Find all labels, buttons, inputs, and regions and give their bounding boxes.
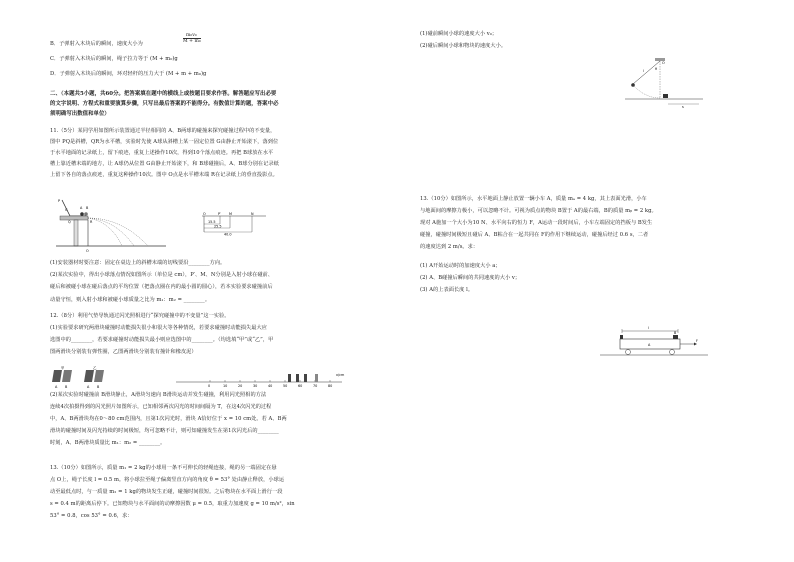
axis-tick-label: 20 (238, 384, 243, 388)
pendulum-theta: θ (655, 67, 658, 71)
q11-part-1: (1)安装器材时要注意：固定在桌边上的斜槽末端的切线要沿________方向。 (50, 260, 226, 266)
q12-line-1: 12.（8分）利用气垫导轨通过闪光照相进行“探究碰撞中的不变量”这一实验。 (50, 313, 230, 319)
option-d: D．子弹射入木块后的瞬间，环对轻杆的压力大于 (M + m + m₀)g (50, 71, 207, 77)
q14-part-3: (3) A的上表面长度 l。 (420, 287, 474, 293)
glider-b-yi: B (97, 385, 100, 389)
q11-landing-ruler-figure (200, 212, 270, 236)
q12-line-3: 选图中的________，若要求碰撞时动能损失最小则应选图中的________。（均选填“甲”或“乙”，甲 (50, 337, 274, 343)
axis-tick-label: 80 (328, 384, 333, 388)
label-q: Q (68, 220, 71, 224)
label-o: O (86, 249, 89, 252)
label-a: A (80, 206, 83, 210)
ruler-o: O (203, 212, 206, 216)
label-p: P (58, 199, 61, 203)
axis-tick-label: 60 (298, 384, 303, 388)
q11-line-3: 于水平地面的记录纸上，留下痕迹，重复上述操作10次，得到10个落点痕迹。再把 B球放在水平 (50, 150, 274, 156)
section-heading-1: 二、（本题共5小题，共60分。把答案填在题中的横线上或按题目要求作答。解答题应写出必要 (50, 91, 277, 97)
fraction-numerator: m₀v₀ (186, 33, 197, 38)
label-jia: 甲 (61, 366, 65, 370)
axis-tick-label: 40 (268, 384, 273, 388)
q13-line-4: s = 0.4 m的距离后停下。已知物块与水平面间的动摩擦因数 μ = 0.5，取重力加速度 g = 10 m/s²，sin (50, 501, 295, 507)
q13-part-1: (1)碰前瞬间小球的速度大小 v₀； (420, 31, 498, 37)
fraction-denominator: M + m₀ (183, 39, 201, 44)
q11-part-2a: (2)某次实验中，得出小球落点情况如图所示（单位是 cm），P′、M、N分别是入射小球在碰前、 (50, 272, 274, 278)
q14-cart-figure (600, 325, 710, 361)
axis-unit: x/cm (336, 373, 345, 377)
label-r: R (90, 220, 93, 224)
ruler-n: N (251, 212, 254, 216)
cart-l: l (648, 326, 649, 330)
option-c: C．子弹射入木块后的瞬间，绳子拉力等于 (M + m₀)g (50, 56, 178, 62)
pendulum-s: s (682, 105, 684, 108)
cart-a: A (648, 343, 651, 347)
axis-tick-label: 30 (253, 384, 258, 388)
q13-line-1: 13.（10分）如图所示，质量 m₁ = 2 kg的小球用一条不可伸长的轻绳连接，绳的另一端固定在悬 (50, 465, 277, 471)
glider-a-yi: A (87, 385, 90, 389)
ruler-d1: 15.5 (208, 220, 216, 224)
axis-tick-label: 0 (208, 384, 211, 388)
q13-line-3: 动至最低点时，与一质量 m₂ = 1 kg的物块发生正碰，碰撞时间很短。之后物块在水平面上滑行一段 (50, 489, 283, 495)
q14-line-2: 与地面间的摩擦力极小，可以忽略不计。可视为质点的物块 B置于 A的最右端，B的质量 mᵦ = 2 kg。 (420, 208, 657, 214)
q14-line-3: 现对 A施加一个大小为10 N、水平向右的恒力 F，A运动一段时间后，小车左端固定的挡板与 B发生 (420, 220, 653, 226)
q11-line-2: 图中 PQ是斜槽，QR为水平槽，实验时先使 A球从斜槽上某一固定位置 G由静止开始滚下，落到位 (50, 139, 279, 145)
axis-tick-label: 70 (313, 384, 318, 388)
ruler-p: P′ (218, 212, 221, 216)
ruler-d3: 40.0 (224, 232, 232, 236)
ruler-m: M (229, 212, 232, 216)
label-yi: 乙 (93, 366, 97, 370)
q11-part-2b: 碰后和被碰小球在碰后落点的平均位置（把落点圈在内的最小圆的圆心），若本实验要求碰撞前后 (50, 284, 273, 290)
axis-tick-label: 50 (283, 384, 288, 388)
q13-line-2: 点 O上，绳子长度 l = 0.5 m。将小球拉至绳子偏离竖直方向的角度 θ = 53° 处由静止释放，小球运 (50, 477, 285, 483)
glider-b-jia: B (65, 385, 68, 389)
q11-line-1: 11.（5分）某同学用如图所示装置通过半径相同的 A、B两球的碰撞来探究碰撞过程中的不变量， (50, 128, 276, 134)
q12-line-2: (1)实验要求研究两滑块碰撞时动能损失很小和很大等各种情况，若要求碰撞时动能损失最大应 (50, 325, 267, 331)
axis-tick-label: 10 (223, 384, 228, 388)
q13-pendulum-figure (625, 58, 705, 108)
section-heading-2: 的文字说明、方程式和重要演算步骤，只写出最后答案的不能得分。有数值计算的题，答案中必 (50, 101, 279, 107)
cart-f: F (696, 339, 698, 343)
q12-part-2b: 连续4次拍摄得到的闪光照片如图所示，已知相邻两次闪光的时间间隔为 T，在这4次闪光的过程 (50, 404, 272, 410)
q12-line-4: 图两滑块分别装有弹性圈，乙图两滑块分别装有撞针和橡皮泥） (50, 349, 197, 355)
q12-part-2d: 滑块的碰撞时间及闪光持续的时间极短，均可忽略不计，则可知碰撞发生在第1次闪光后的________ (50, 428, 279, 434)
q11-apparatus-figure (56, 196, 176, 252)
q11-part-2c: 动量守恒，则入射小球和被碰小球质量之比为 m₁：m₂ = ________。 (50, 297, 211, 303)
ruler-d2: 25.5 (214, 224, 222, 229)
q14-line-4: 碰撞，碰撞时间极短且碰后 A、B粘合在一起共同在 F的作用下继续运动，碰撞后经过 0.6 s，二者 (420, 232, 649, 238)
q12-part-2e: 时刻，A、B两滑块质量比 m₁：m₂ = ________。 (50, 440, 166, 446)
q12-flash-photo-figure (170, 370, 350, 388)
pendulum-l: l (643, 69, 644, 73)
q12-part-2c: 中，A、B两滑块均在0～80 cm范围内，且第1次闪光时，滑块 A恰好位于 x = 10 cm处。若 A、B两 (50, 416, 287, 422)
cart-b: B (674, 331, 677, 335)
q13-line-5: 53° = 0.8，cos 53° = 0.6，求： (50, 513, 133, 519)
q14-line-5: 的速度达到 2 m/s。求： (420, 244, 479, 250)
option-b: B．子弹射入木块后的瞬间，速度大小为 (50, 41, 143, 47)
q14-line-1: 13.（10分）如图所示，水平地面上静止放置一辆小车 A，质量 mₐ = 4 kg，其上表面光滑，小车 (420, 196, 647, 202)
pendulum-o: O (662, 61, 665, 65)
q11-line-5: 上留下各自的落点痕迹，重复这种操作10次。图中 O点是水平槽末端 R在记录纸上的垂直投影点。 (50, 172, 278, 178)
section-heading-3: 须明确写出数值和单位） (50, 111, 110, 117)
glider-a-jia: A (55, 385, 58, 389)
q14-part-2: (2) A、B碰撞后瞬间的共同速度的大小 v； (420, 275, 521, 281)
q12-part-2a: (2)某次实验时碰撞前 B滑块静止，A滑块匀速向 B滑块运动并发生碰撞，利用闪光照相的方法 (50, 392, 267, 398)
q12-glider-figure (52, 366, 112, 390)
q13-part-2: (2)碰后瞬间小球和物块的速度大小。 (420, 43, 507, 49)
q14-part-1: (1) A开始运动时的加速度大小 a； (420, 263, 501, 269)
label-g: G (65, 208, 68, 212)
q11-line-4: 槽上靠近槽末端的地方，让 A球仍从位置 G由静止开始滚下，和 B球碰撞后，A、B球分别在记录纸 (50, 161, 279, 167)
label-b: B (86, 206, 89, 210)
